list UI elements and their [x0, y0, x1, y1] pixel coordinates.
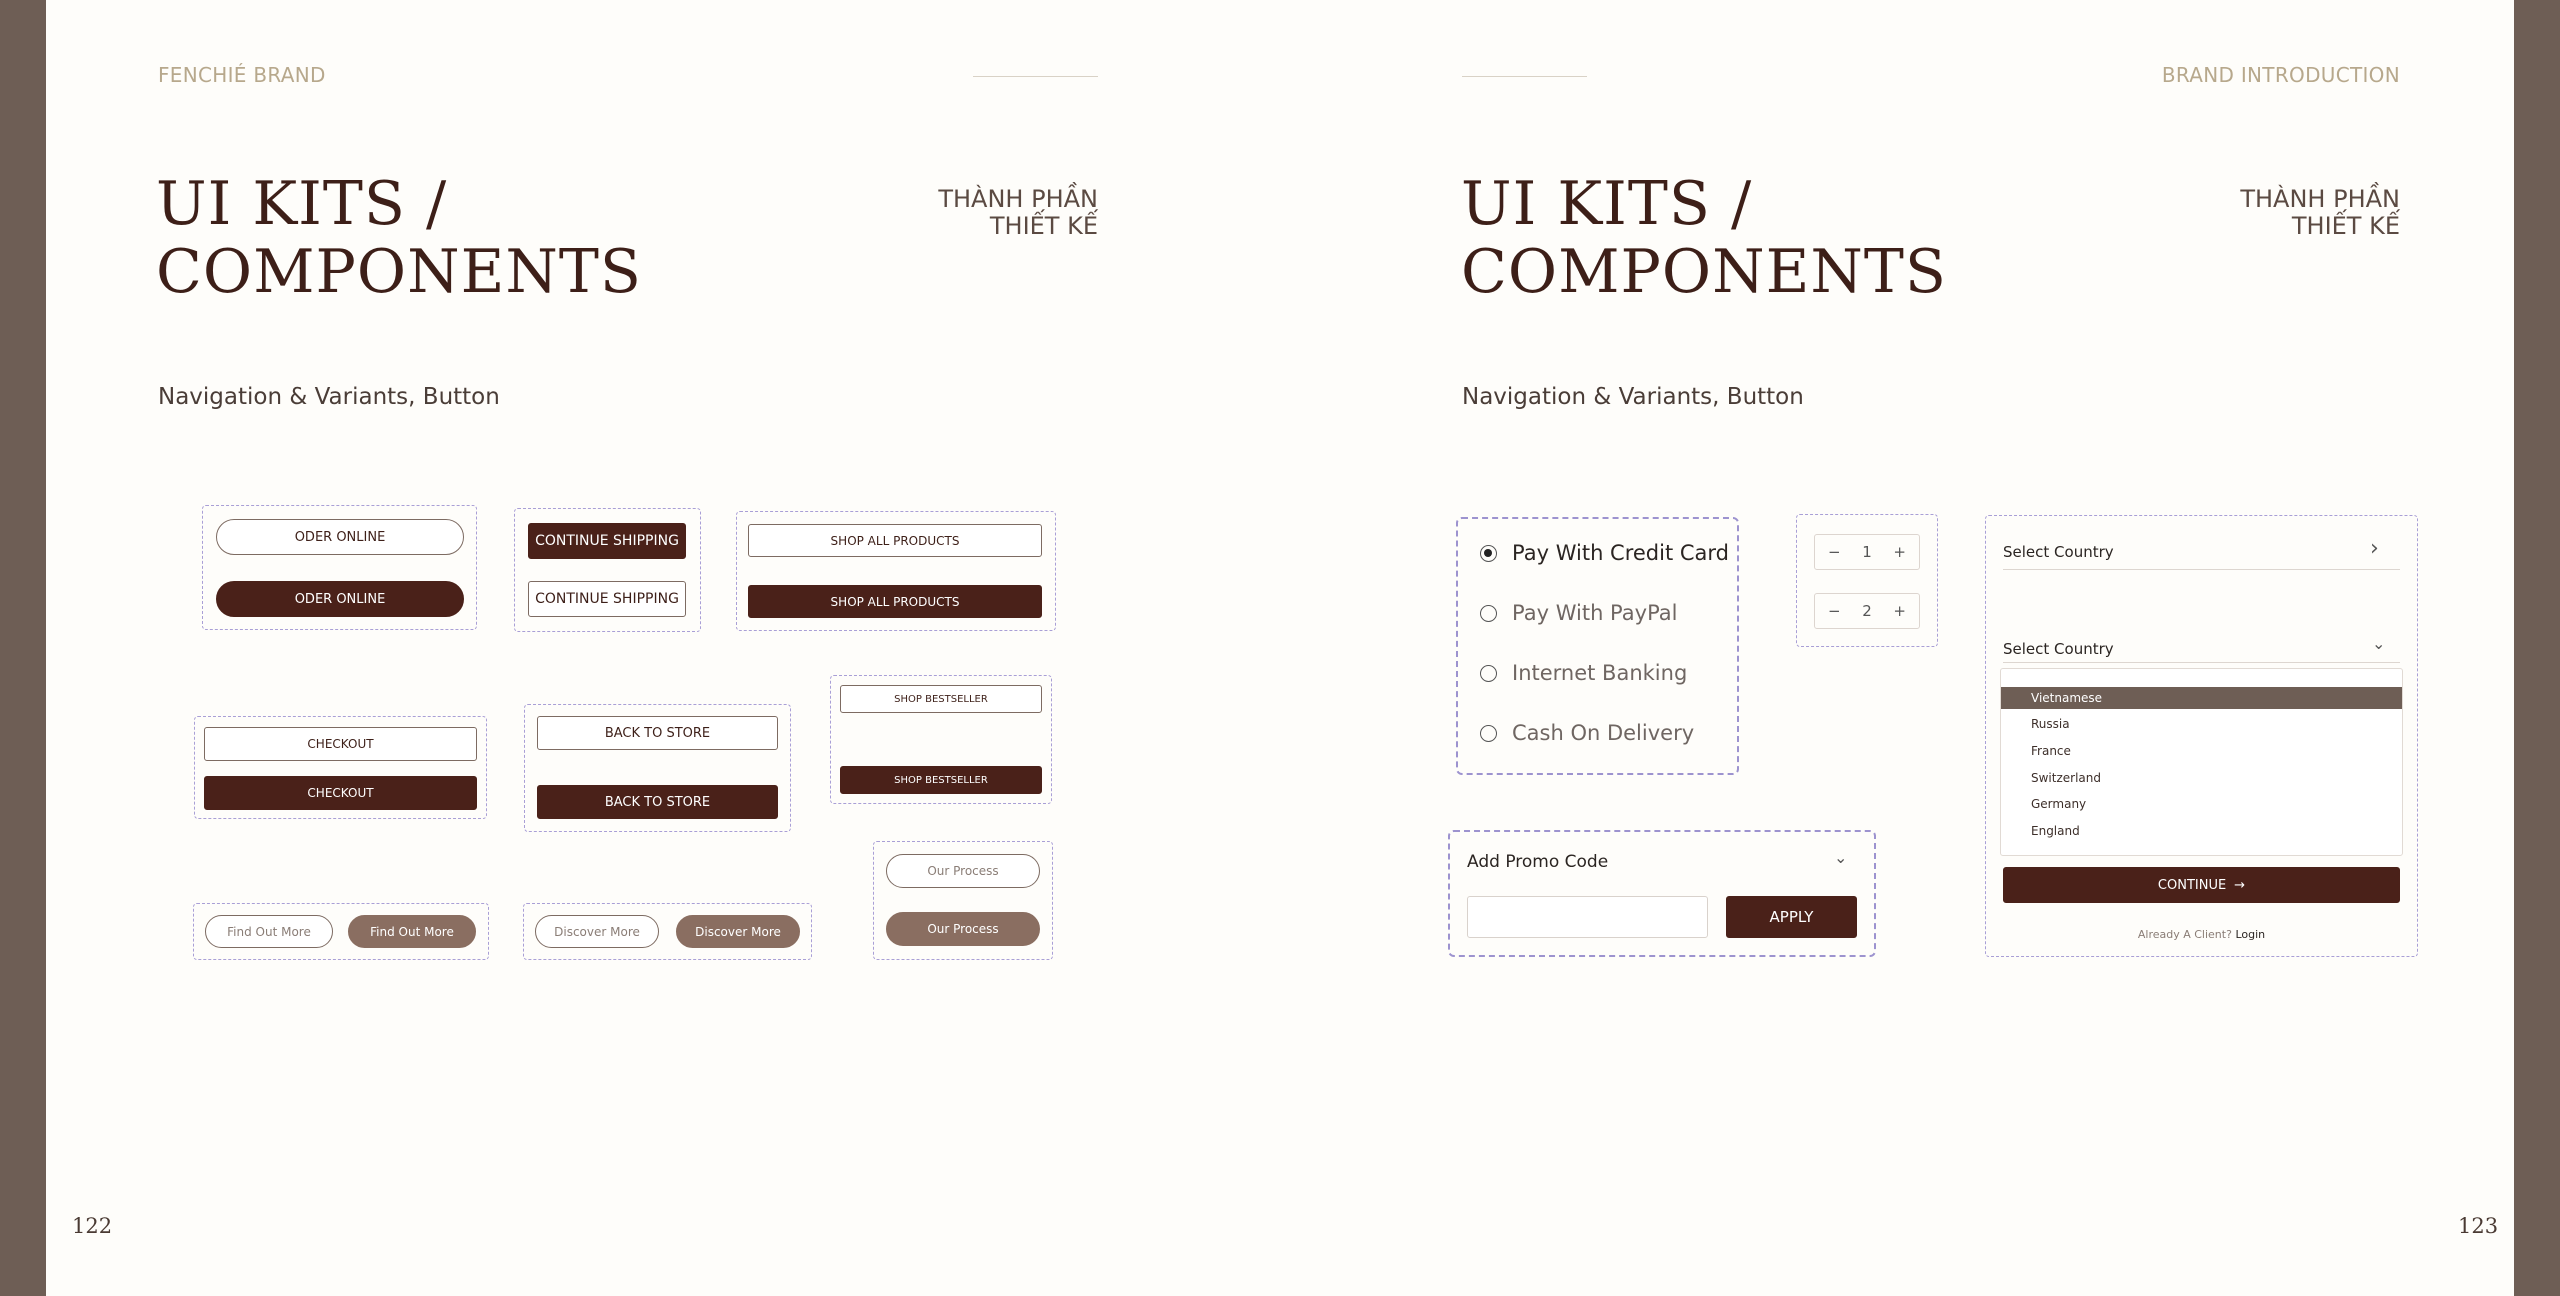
apply-button[interactable]: APPLY	[1726, 896, 1857, 938]
continue-label: CONTINUE	[2157, 877, 2227, 893]
select-underline	[2003, 662, 2400, 663]
subtitle-line-2: THIẾT KẾ	[989, 212, 1098, 240]
shop-all-products-filled-button[interactable]: SHOP ALL PRODUCTS	[748, 585, 1042, 618]
radio-icon	[1480, 605, 1497, 622]
page-number-left: 122	[72, 1214, 113, 1238]
minus-icon[interactable]: −	[1828, 543, 1841, 561]
title-line-2: COMPONENTS	[156, 237, 643, 307]
country-option-selected[interactable]: Vietnamese	[2001, 687, 2402, 709]
continue-button[interactable]	[2003, 867, 2400, 903]
payment-option-credit-card[interactable]	[1480, 541, 1729, 565]
shop-all-products-outline-button[interactable]: SHOP ALL PRODUCTS	[748, 524, 1042, 557]
subtitle-line-2: THIẾT KẾ	[2291, 212, 2400, 240]
payment-option-label: Pay With Credit Card	[1512, 541, 1730, 565]
our-process-filled-button[interactable]: Our Process	[886, 912, 1040, 946]
quantity-stepper	[1814, 534, 1920, 570]
quantity-value: 2	[1862, 602, 1872, 620]
back-to-store-outline-button[interactable]: BACK TO STORE	[537, 716, 778, 750]
title-line-1: UI KITS /	[156, 169, 448, 239]
login-prompt	[2003, 928, 2400, 941]
page-subtitle	[2240, 186, 2400, 240]
chevron-right-icon[interactable]: ›	[2370, 536, 2379, 561]
page-title	[1461, 170, 1947, 306]
payment-option-internet-banking[interactable]	[1480, 661, 1687, 685]
header-divider	[973, 76, 1098, 77]
page-subtitle	[938, 186, 1098, 240]
title-line-1: UI KITS /	[1461, 169, 1753, 239]
select-underline	[2003, 569, 2400, 570]
minus-icon[interactable]: −	[1828, 602, 1841, 620]
checkout-filled-button[interactable]: CHECKOUT	[204, 776, 477, 810]
chevron-down-icon[interactable]: ⌄	[1834, 848, 1848, 867]
subtitle-line-1: THÀNH PHẦN	[938, 185, 1098, 213]
payment-option-label: Cash On Delivery	[1512, 721, 1695, 745]
oder-online-outline-button[interactable]: ODER ONLINE	[216, 519, 464, 555]
promo-code-input[interactable]	[1467, 896, 1708, 938]
discover-more-outline-button[interactable]: Discover More	[535, 915, 659, 948]
select-country-open-label[interactable]: Select Country	[2003, 640, 2114, 658]
header-divider	[1462, 76, 1587, 77]
country-option[interactable]: France	[2031, 744, 2071, 758]
oder-online-filled-button[interactable]: ODER ONLINE	[216, 581, 464, 617]
brand-label: FENCHIÉ BRAND	[158, 63, 326, 87]
payment-option-cash-on-delivery[interactable]	[1480, 721, 1694, 745]
payment-option-paypal[interactable]	[1480, 601, 1678, 625]
login-link[interactable]: Login	[2235, 928, 2266, 941]
our-process-outline-button[interactable]: Our Process	[886, 854, 1040, 888]
arrow-right-icon: →	[2234, 877, 2246, 893]
subtitle-line-1: THÀNH PHẦN	[2240, 185, 2400, 213]
quantity-value: 1	[1862, 543, 1872, 561]
section-heading: Navigation & Variants, Button	[1462, 384, 1804, 410]
find-out-more-filled-button[interactable]: Find Out More	[348, 915, 476, 948]
quantity-stepper	[1814, 593, 1920, 629]
chevron-down-icon[interactable]: ⌄	[2372, 634, 2386, 653]
shop-bestseller-outline-button[interactable]: SHOP BESTSELLER	[840, 685, 1042, 713]
promo-code-label: Add Promo Code	[1467, 852, 1609, 872]
brand-introduction-label: BRAND INTRODUCTION	[2161, 63, 2400, 87]
title-line-2: COMPONENTS	[1461, 237, 1948, 307]
continue-shipping-outline-button[interactable]: CONTINUE SHIPPING	[528, 581, 686, 617]
already-client-text: Already A Client?	[2137, 928, 2232, 941]
radio-icon	[1480, 725, 1497, 742]
radio-icon	[1480, 665, 1497, 682]
country-option[interactable]: Germany	[2031, 797, 2087, 811]
country-dropdown-list	[2000, 668, 2403, 856]
plus-icon[interactable]: +	[1893, 543, 1906, 561]
payment-option-label: Pay With PayPal	[1512, 601, 1678, 625]
section-heading: Navigation & Variants, Button	[158, 384, 500, 410]
shop-bestseller-filled-button[interactable]: SHOP BESTSELLER	[840, 766, 1042, 794]
plus-icon[interactable]: +	[1893, 602, 1906, 620]
country-option[interactable]: England	[2031, 824, 2080, 838]
discover-more-filled-button[interactable]: Discover More	[676, 915, 800, 948]
find-out-more-outline-button[interactable]: Find Out More	[205, 915, 333, 948]
country-option[interactable]: Switzerland	[2031, 771, 2101, 785]
radio-selected-icon	[1480, 545, 1497, 562]
select-country-label[interactable]: Select Country	[2003, 543, 2114, 561]
page-title	[156, 170, 642, 306]
back-to-store-filled-button[interactable]: BACK TO STORE	[537, 785, 778, 819]
continue-shipping-filled-button[interactable]: CONTINUE SHIPPING	[528, 523, 686, 559]
country-option[interactable]: Russia	[2031, 717, 2070, 731]
payment-option-label: Internet Banking	[1512, 661, 1688, 685]
checkout-outline-button[interactable]: CHECKOUT	[204, 727, 477, 761]
page-number-right: 123	[2458, 1214, 2499, 1238]
